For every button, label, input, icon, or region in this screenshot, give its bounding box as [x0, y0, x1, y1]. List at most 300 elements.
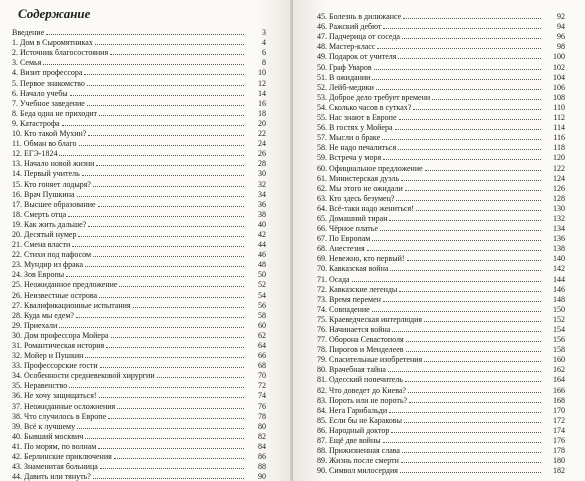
toc-entry[interactable] [317, 163, 565, 173]
left-page [0, 0, 292, 481]
dot-leader [93, 186, 244, 187]
dot-leader [119, 286, 244, 287]
dot-leader [416, 210, 541, 211]
toc-entry[interactable] [317, 143, 565, 153]
toc-entry-label: 51. В ожидании [317, 72, 371, 82]
dot-leader [117, 408, 244, 409]
toc-entry-label: 81. Одесский попечитель [317, 375, 403, 385]
toc-entry[interactable] [12, 442, 266, 452]
toc-entry-label: 5. Первое знакомство [12, 78, 85, 88]
toc-entry[interactable] [12, 68, 266, 78]
toc-entry-label: 56. В гостях у Мойера [317, 123, 393, 133]
toc-entry-page-number: 180 [553, 456, 565, 466]
toc-entry[interactable] [317, 123, 565, 133]
toc-entry-label: Введение [12, 28, 45, 38]
toc-entry[interactable] [317, 264, 565, 274]
toc-entry-page-number: 122 [553, 163, 565, 173]
toc-entry-label: 32. Мойер и Пушкин [12, 351, 84, 361]
toc-entry-page-number: 6 [262, 48, 266, 58]
dot-leader [389, 220, 541, 221]
toc-entry[interactable] [317, 62, 565, 72]
dot-leader [376, 89, 541, 90]
toc-entry-label: 76. Начинается война [317, 325, 391, 334]
toc-entry-page-number: 3 [262, 28, 266, 38]
dot-leader [372, 79, 541, 80]
toc-entry-label: 73. Время перемен [317, 294, 381, 304]
toc-entry[interactable] [12, 422, 266, 432]
dot-leader [84, 74, 244, 75]
toc-entry[interactable] [12, 179, 266, 189]
toc-entry-label: 48. Мастер-класс [317, 42, 376, 52]
dot-leader [367, 250, 541, 251]
dot-leader [85, 357, 244, 358]
toc-entry-label: 39. Всё к лучшему [12, 421, 76, 431]
toc-entry-label: 42. Берлинские приключения [12, 452, 112, 462]
toc-entry-label: 71. Осада [317, 274, 350, 284]
toc-entry-page-number: 94 [557, 22, 565, 32]
toc-entry-label: 1. Дом в Сыромятниках [12, 38, 93, 48]
toc-entry[interactable] [12, 472, 266, 481]
dot-leader [43, 64, 244, 65]
toc-entry-page-number: 150 [553, 304, 565, 314]
dot-leader [87, 105, 244, 106]
toc-entry-page-number: 126 [553, 183, 565, 193]
dot-leader [98, 448, 244, 449]
dot-leader [70, 95, 244, 96]
toc-entry[interactable] [12, 341, 266, 351]
dot-leader [106, 347, 244, 348]
toc-entry[interactable] [317, 224, 565, 234]
toc-entry-page-number: 170 [553, 405, 565, 415]
dot-leader [401, 180, 541, 181]
toc-entry[interactable] [317, 426, 565, 436]
toc-entry[interactable] [12, 391, 266, 401]
toc-entry[interactable] [12, 311, 266, 321]
toc-entry-page-number: 18 [258, 108, 266, 118]
dot-leader [407, 260, 541, 261]
toc-entry[interactable] [12, 149, 266, 159]
toc-entry-label: 2. Источник благосостояния [12, 48, 109, 58]
toc-entry[interactable] [317, 375, 565, 385]
toc-entry-label: 34. Особенности средневековой хирургии [12, 371, 155, 381]
toc-entry[interactable] [317, 113, 565, 123]
dot-leader [99, 115, 244, 116]
dot-leader [402, 452, 541, 453]
toc-entry[interactable] [12, 190, 266, 200]
dot-leader [88, 135, 244, 136]
toc-entry-label: 87. Ещё две войны [317, 436, 381, 446]
toc-entry-label: 4. Визит профессора [12, 68, 83, 78]
toc-entry[interactable] [12, 250, 266, 260]
dot-leader [77, 428, 244, 429]
toc-entry-label: 46. Ражский дебют [317, 22, 382, 32]
toc-entry-page-number: 26 [258, 149, 266, 159]
dot-leader [46, 34, 244, 35]
toc-entry-page-number: 182 [553, 466, 565, 476]
toc-entry-label: 29. Приехали [12, 320, 58, 330]
toc-entry[interactable] [12, 321, 266, 331]
dot-leader [424, 321, 541, 322]
toc-entry[interactable] [317, 365, 565, 375]
toc-entry[interactable] [317, 52, 565, 62]
toc-entry[interactable] [12, 139, 266, 149]
toc-entry-page-number: 174 [553, 425, 565, 435]
toc-entry-page-number: 124 [553, 173, 565, 183]
toc-entry[interactable] [12, 270, 266, 280]
toc-entry[interactable] [317, 325, 565, 335]
toc-entry[interactable] [317, 174, 565, 184]
dot-leader [85, 438, 244, 439]
dot-leader [396, 200, 541, 201]
toc-entry-label: 12. ЕГЭ-1824 [12, 149, 58, 159]
toc-entry[interactable] [12, 200, 266, 210]
toc-entry-label: 75. Краеведческая интерлюдия [317, 314, 423, 324]
toc-entry-page-number: 20 [258, 118, 266, 128]
toc-entry-page-number: 52 [258, 280, 266, 290]
toc-entry-label: 25. Неожиданное предложение [12, 280, 118, 290]
toc-entry-label: 59. Встреча у моря [317, 153, 382, 163]
toc-entry[interactable] [317, 305, 565, 315]
toc-entry-label: 64. Всё-таки надо жениться! [317, 203, 414, 213]
dot-leader [62, 125, 244, 126]
toc-entry[interactable] [12, 371, 266, 381]
toc-entry-page-number: 72 [258, 381, 266, 391]
toc-entry[interactable] [317, 83, 565, 93]
toc-entry[interactable] [12, 99, 266, 109]
dot-leader [424, 361, 541, 362]
dot-leader [383, 159, 541, 160]
toc-entry-page-number: 108 [553, 92, 565, 102]
toc-entry-page-number: 160 [553, 355, 565, 365]
toc-entry-page-number: 164 [553, 375, 565, 385]
toc-entry-label: 40. Бывший москвич [12, 431, 84, 441]
toc-entry-label: 44. Давить или тянуть? [12, 472, 91, 481]
toc-entry-label: 47. Падчерица от соседа [317, 32, 400, 42]
toc-entry-page-number: 82 [258, 431, 266, 441]
toc-entry-page-number: 40 [258, 219, 266, 229]
toc-entry[interactable] [317, 214, 565, 224]
toc-entry[interactable] [12, 331, 266, 341]
dot-leader [390, 270, 541, 271]
dot-leader [69, 387, 244, 388]
dot-leader [76, 317, 244, 318]
dot-leader [383, 442, 541, 443]
toc-entry[interactable] [317, 385, 565, 395]
toc-entry-label: 89. Жизнь после смерти [317, 456, 399, 466]
toc-entry-label: 9. Катастрофа [12, 118, 60, 128]
toc-entry[interactable] [12, 301, 266, 311]
toc-entry-label: 16. Врач Пушкина [12, 189, 75, 199]
dot-leader [398, 58, 541, 59]
toc-entry-label: 35. Неравенство [12, 381, 68, 391]
dot-leader [395, 129, 541, 130]
toc-entry-page-number: 114 [553, 123, 565, 133]
toc-entry-page-number: 92 [557, 12, 565, 22]
toc-entry-page-number: 24 [258, 139, 266, 149]
toc-entry-page-number: 16 [258, 98, 266, 108]
toc-entry-label: 90. Символ милосердия [317, 466, 398, 476]
toc-entry-label: 54. Сколько часов в сутках? [317, 102, 412, 112]
dot-leader [388, 371, 541, 372]
toc-entry-page-number: 144 [553, 274, 565, 284]
toc-entry-label: 57. Мысли о браке [317, 133, 381, 143]
toc-entry[interactable] [12, 432, 266, 442]
toc-entry-label: 45. Болезнь в дилижансе [317, 12, 402, 22]
toc-entry[interactable] [12, 89, 266, 99]
toc-entry-label: 28. Куда мы едем? [12, 310, 74, 320]
toc-entry[interactable] [317, 396, 565, 406]
toc-entry[interactable] [12, 230, 266, 240]
toc-entry-page-number: 146 [553, 284, 565, 294]
dot-leader [85, 266, 244, 267]
dot-leader [432, 99, 541, 100]
toc-entry-label: 52. Лейб-медики [317, 82, 374, 92]
toc-entry[interactable] [12, 290, 266, 300]
toc-entry[interactable] [317, 184, 565, 194]
dot-leader [59, 327, 244, 328]
toc-entry[interactable] [317, 204, 565, 214]
toc-entry-label: 41. По морям, по волнам [12, 441, 97, 451]
toc-entry[interactable] [317, 446, 565, 456]
dot-leader [406, 351, 541, 352]
toc-entry-page-number: 48 [258, 260, 266, 270]
dot-leader [404, 422, 541, 423]
toc-entry-label: 66. Чёрное платье [317, 224, 378, 234]
toc-entry[interactable] [12, 159, 266, 169]
toc-entry[interactable] [12, 412, 266, 422]
toc-entry-label: 58. Не надо печалиться [317, 143, 397, 153]
toc-entry-page-number: 30 [258, 169, 266, 179]
toc-entry-page-number: 38 [258, 209, 266, 219]
toc-entry[interactable] [317, 315, 565, 325]
toc-entry-label: 79. Спасительные изобретения [317, 355, 423, 365]
dot-leader [403, 18, 541, 19]
toc-entry-page-number: 154 [553, 325, 565, 334]
toc-entry-page-number: 96 [557, 32, 565, 42]
toc-entry-label: 74. Совпадение [317, 304, 370, 314]
toc-entry-label: 26. Неизвестные острова [12, 290, 98, 300]
toc-entry-label: 18. Смерть отца [12, 209, 67, 219]
dot-leader [401, 462, 541, 463]
toc-entry[interactable] [317, 244, 565, 254]
toc-entry-page-number: 86 [258, 452, 266, 462]
dot-leader [100, 367, 244, 368]
toc-entry[interactable] [12, 452, 266, 462]
toc-entry[interactable] [317, 234, 565, 244]
toc-entry-label: 77. Оборона Севастополя [317, 335, 404, 345]
toc-entry[interactable] [317, 345, 565, 355]
toc-entry-page-number: 76 [258, 401, 266, 411]
toc-list-right [317, 12, 565, 476]
toc-entry[interactable] [317, 32, 565, 42]
toc-entry[interactable] [317, 73, 565, 83]
toc-entry-label: 38. Что случилось в Европе [12, 411, 107, 421]
right-page [293, 0, 585, 481]
toc-entry[interactable] [12, 169, 266, 179]
toc-entry[interactable] [317, 274, 565, 284]
dot-leader [114, 458, 244, 459]
toc-entry-label: 21. Смена власти [12, 240, 71, 250]
toc-entry-label: 27. Квалификационные испытания [12, 300, 131, 310]
toc-entry-page-number: 168 [553, 395, 565, 405]
toc-entry[interactable] [317, 22, 565, 32]
dot-leader [382, 139, 541, 140]
toc-entry[interactable] [317, 406, 565, 416]
toc-entry-label: 22. Стихи под пафосом [12, 250, 92, 260]
toc-entry-page-number: 14 [258, 88, 266, 98]
toc-entry[interactable] [317, 133, 565, 143]
toc-entry[interactable] [12, 119, 266, 129]
toc-entry-page-number: 54 [258, 290, 266, 300]
toc-entry-page-number: 116 [553, 133, 565, 143]
dot-leader [66, 276, 244, 277]
toc-entry[interactable] [12, 78, 266, 88]
toc-entry[interactable] [12, 240, 266, 250]
toc-entry[interactable] [12, 381, 266, 391]
toc-entry[interactable] [12, 48, 266, 58]
dot-leader [425, 170, 541, 171]
toc-entry[interactable] [12, 58, 266, 68]
toc-entry[interactable] [12, 351, 266, 361]
toc-entry[interactable] [12, 38, 266, 48]
toc-entry-page-number: 98 [557, 42, 565, 52]
toc-entry-label: 36. Не хочу защищаться! [12, 391, 97, 401]
toc-entry-page-number: 158 [553, 345, 565, 355]
toc-entry[interactable] [12, 462, 266, 472]
toc-entry-page-number: 22 [258, 129, 266, 139]
toc-entry-label: 82. Что доведет до Киева? [317, 385, 406, 395]
toc-entry-label: 86. Народный доктор [317, 425, 390, 435]
toc-entry-page-number: 62 [258, 330, 266, 340]
toc-entry-page-number: 10 [258, 68, 266, 78]
toc-entry[interactable] [317, 355, 565, 365]
dot-leader [389, 412, 541, 413]
toc-entry-page-number: 128 [553, 193, 565, 203]
toc-entry[interactable] [12, 220, 266, 230]
toc-entry-page-number: 112 [553, 113, 565, 123]
dot-leader [406, 341, 541, 342]
toc-entry-page-number: 162 [553, 365, 565, 375]
toc-entry[interactable] [12, 129, 266, 139]
dot-leader [398, 149, 541, 150]
toc-entry[interactable] [317, 285, 565, 295]
toc-entry-label: 84. Нега Гарибальди [317, 405, 388, 415]
toc-entry-label: 62. Мы этого не ожидали [317, 183, 403, 193]
toc-entry[interactable] [12, 280, 266, 290]
toc-entry-label: 10. Кто такой Мухин? [12, 129, 87, 139]
dot-leader [391, 432, 541, 433]
toc-entry[interactable] [12, 210, 266, 220]
toc-entry-page-number: 138 [553, 244, 565, 254]
toc-entry-page-number: 68 [258, 361, 266, 371]
toc-entry-label: 30. Дом профессора Мойера [12, 330, 109, 340]
toc-entry-page-number: 74 [258, 391, 266, 401]
toc-entry-label: 3. Семья [12, 58, 42, 68]
toc-entry[interactable] [317, 12, 565, 22]
dot-leader [380, 230, 541, 231]
toc-entry-page-number: 110 [553, 102, 565, 112]
dot-leader [402, 38, 541, 39]
toc-entry-page-number: 56 [258, 300, 266, 310]
toc-entry[interactable] [12, 401, 266, 411]
dot-leader [405, 190, 541, 191]
toc-entry-page-number: 44 [258, 240, 266, 250]
toc-entry[interactable] [317, 194, 565, 204]
dot-leader [392, 331, 541, 332]
toc-entry[interactable] [12, 260, 266, 270]
toc-entry-page-number: 152 [553, 314, 565, 324]
toc-entry[interactable] [317, 153, 565, 163]
toc-entry[interactable] [12, 28, 266, 38]
toc-entry[interactable] [317, 416, 565, 426]
toc-entry-page-number: 134 [553, 224, 565, 234]
dot-leader [110, 54, 244, 55]
dot-leader [400, 472, 541, 473]
toc-entry-label: 15. Кто гоняет лодыря? [12, 179, 91, 189]
toc-entry-label: 55. Нас знают в Европе [317, 113, 397, 123]
toc-entry-label: 49. Подарок от учителя [317, 52, 397, 62]
toc-entry-page-number: 84 [258, 441, 266, 451]
dot-leader [408, 392, 541, 393]
dot-leader [372, 240, 541, 241]
toc-entry[interactable] [317, 436, 565, 446]
toc-entry-label: 20. Десятый нумер [12, 229, 77, 239]
toc-entry[interactable] [317, 456, 565, 466]
toc-entry[interactable] [317, 42, 565, 52]
toc-entry-page-number: 42 [258, 229, 266, 239]
toc-entry[interactable] [317, 335, 565, 345]
toc-entry-label: 17. Высшее образование [12, 199, 96, 209]
dot-leader [413, 109, 541, 110]
dot-leader [405, 381, 541, 382]
toc-entry-label: 7. Учебное заведение [12, 98, 85, 108]
toc-entry-label: 83. Пороть или не пороть? [317, 395, 408, 405]
toc-entry[interactable] [12, 109, 266, 119]
dot-leader [93, 256, 244, 257]
toc-entry-page-number: 172 [553, 415, 565, 425]
toc-entry-label: 65. Домашний тиран [317, 213, 388, 223]
toc-entry-label: 8. Беда одна не приходит [12, 108, 98, 118]
toc-entry[interactable] [317, 254, 565, 264]
toc-entry-page-number: 90 [258, 472, 266, 481]
toc-entry-label: 67. По Европам [317, 234, 371, 244]
toc-entry-page-number: 46 [258, 250, 266, 260]
toc-entry-page-number: 120 [553, 153, 565, 163]
dot-leader [133, 307, 244, 308]
toc-entry-page-number: 64 [258, 341, 266, 350]
toc-list-left [12, 28, 266, 481]
toc-entry[interactable] [317, 295, 565, 305]
toc-entry[interactable] [317, 466, 565, 476]
dot-leader [111, 337, 244, 338]
toc-entry-label: 13. Начало новой жизни [12, 159, 95, 169]
dot-leader [399, 291, 541, 292]
toc-entry-page-number: 176 [553, 436, 565, 446]
toc-entry[interactable] [12, 361, 266, 371]
toc-entry-label: 70. Кавказская война [317, 264, 389, 274]
toc-entry[interactable] [317, 103, 565, 113]
toc-entry-page-number: 66 [258, 351, 266, 361]
toc-entry-label: 31. Романтическая история [12, 341, 105, 350]
toc-entry[interactable] [317, 93, 565, 103]
dot-leader [96, 165, 244, 166]
toc-entry-page-number: 32 [258, 179, 266, 189]
toc-entry-page-number: 130 [553, 203, 565, 213]
toc-entry-label: 88. Прижизненная слава [317, 446, 400, 456]
toc-entry-page-number: 36 [258, 199, 266, 209]
toc-entry-page-number: 34 [258, 189, 266, 199]
toc-entry-label: 53. Доброе дело требует времени [317, 92, 431, 102]
